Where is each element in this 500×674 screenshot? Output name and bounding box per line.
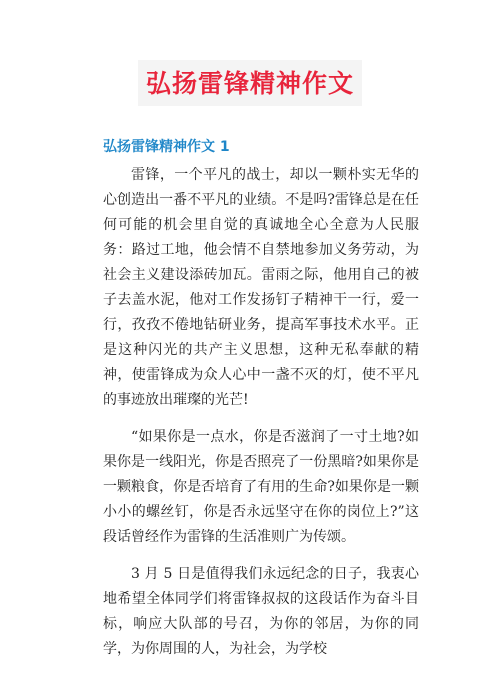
paragraph-2: “如果你是一点水，你是否滋润了一寸土地?如果你是一线阳光，你是否照亮了一份黑暗?如果你是一颗粮食，你是否培育了有用的生命?如果你是一颗小小的螺丝钉，你是否永远坚守在你的岗位上?”这段话曾经作为雷锋的生活准则广为传颂。 [103, 429, 419, 545]
paragraph-1: 雷锋，一个平凡的战士，却以一颗朴实无华的心创造出一番不平凡的业绩。不是吗?雷锋总是在任何可能的机会里自觉的真诚地全心全意为人民服务：路过工地，他会情不自禁地参加义务劳动，为社会主义建设添砖加瓦。雷雨之际，他用自己的被子去盖水泥，他对工作发扬钉子精神干一行，爱一行，孜孜不倦地钻研业务，提高军事技术水平。正是这种闪光的共产主义思想，这种无私奉献的精神，使雷锋成为众人心中一盏不灭的灯，使不平凡的事迹放出璀璨的光芒! [103, 167, 419, 408]
document-subtitle: 弘扬雷锋精神作文 1 [103, 139, 230, 155]
document-body [103, 163, 419, 674]
title-container [0, 60, 500, 106]
paragraph-3: 3 月 5 日是值得我们永远纪念的日子，我衷心地希望全体同学们将雷锋叔叔的这段话作为奋斗目标，响应大队部的号召，为你的邻居，为你的同学，为你周围的人，为社会，为学校 [103, 566, 419, 657]
document-title: 弘扬雷锋精神作文 [138, 60, 362, 106]
